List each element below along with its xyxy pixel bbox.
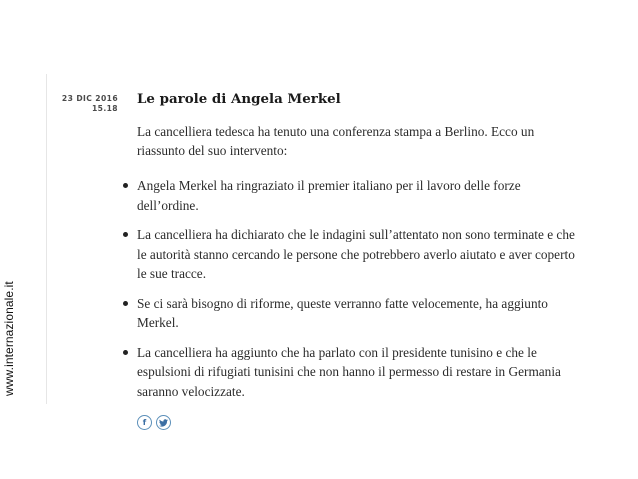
- post-intro: La cancelliera tedesca ha tenuto una conferenza stampa a Berlino. Ecco un riassunto del suo intervento:: [137, 124, 535, 158]
- list-item: [137, 225, 577, 284]
- post-title: Le parole di Angela Merkel: [137, 91, 341, 107]
- twitter-icon: [159, 419, 168, 427]
- bullet-icon: [123, 301, 128, 306]
- list-item: [137, 294, 577, 333]
- list-item: [137, 176, 577, 215]
- post-time: 15.18: [91, 104, 118, 113]
- bullet-icon: [123, 232, 128, 237]
- list-item: [137, 343, 577, 402]
- live-post: [137, 90, 577, 430]
- share-buttons: [137, 415, 577, 430]
- twitter-share-button[interactable]: [156, 415, 171, 430]
- post-date: 23 DIC 2016: [61, 94, 118, 103]
- bullet-icon: [123, 350, 128, 355]
- post-points-list: [137, 176, 577, 401]
- post-timestamp: [58, 94, 118, 114]
- list-item-text: Se ci sarà bisogno di riforme, queste verranno fatte velocemente, ha aggiunto Merkel.: [137, 295, 548, 330]
- bullet-icon: [123, 183, 128, 188]
- facebook-icon: f: [142, 418, 147, 427]
- facebook-share-button[interactable]: [137, 415, 152, 430]
- timeline-divider: [46, 74, 47, 404]
- list-item-text: La cancelliera ha dichiarato che le indagini sull’attentato non sono terminate e che le autorità stanno cercando le persone che potrebbero averlo aiutato e aver coperto le sue tracce.: [137, 227, 575, 281]
- site-url-watermark: www.internazionale.it: [2, 281, 16, 396]
- list-item-text: Angela Merkel ha ringraziato il premier italiano per il lavoro delle forze dell’ordine.: [137, 178, 521, 213]
- list-item-text: La cancelliera ha aggiunto che ha parlato con il presidente tunisino e che le espulsioni di rifugiati tunisini che non hanno il permesso di restare in Germania saranno velocizzate.: [137, 344, 561, 399]
